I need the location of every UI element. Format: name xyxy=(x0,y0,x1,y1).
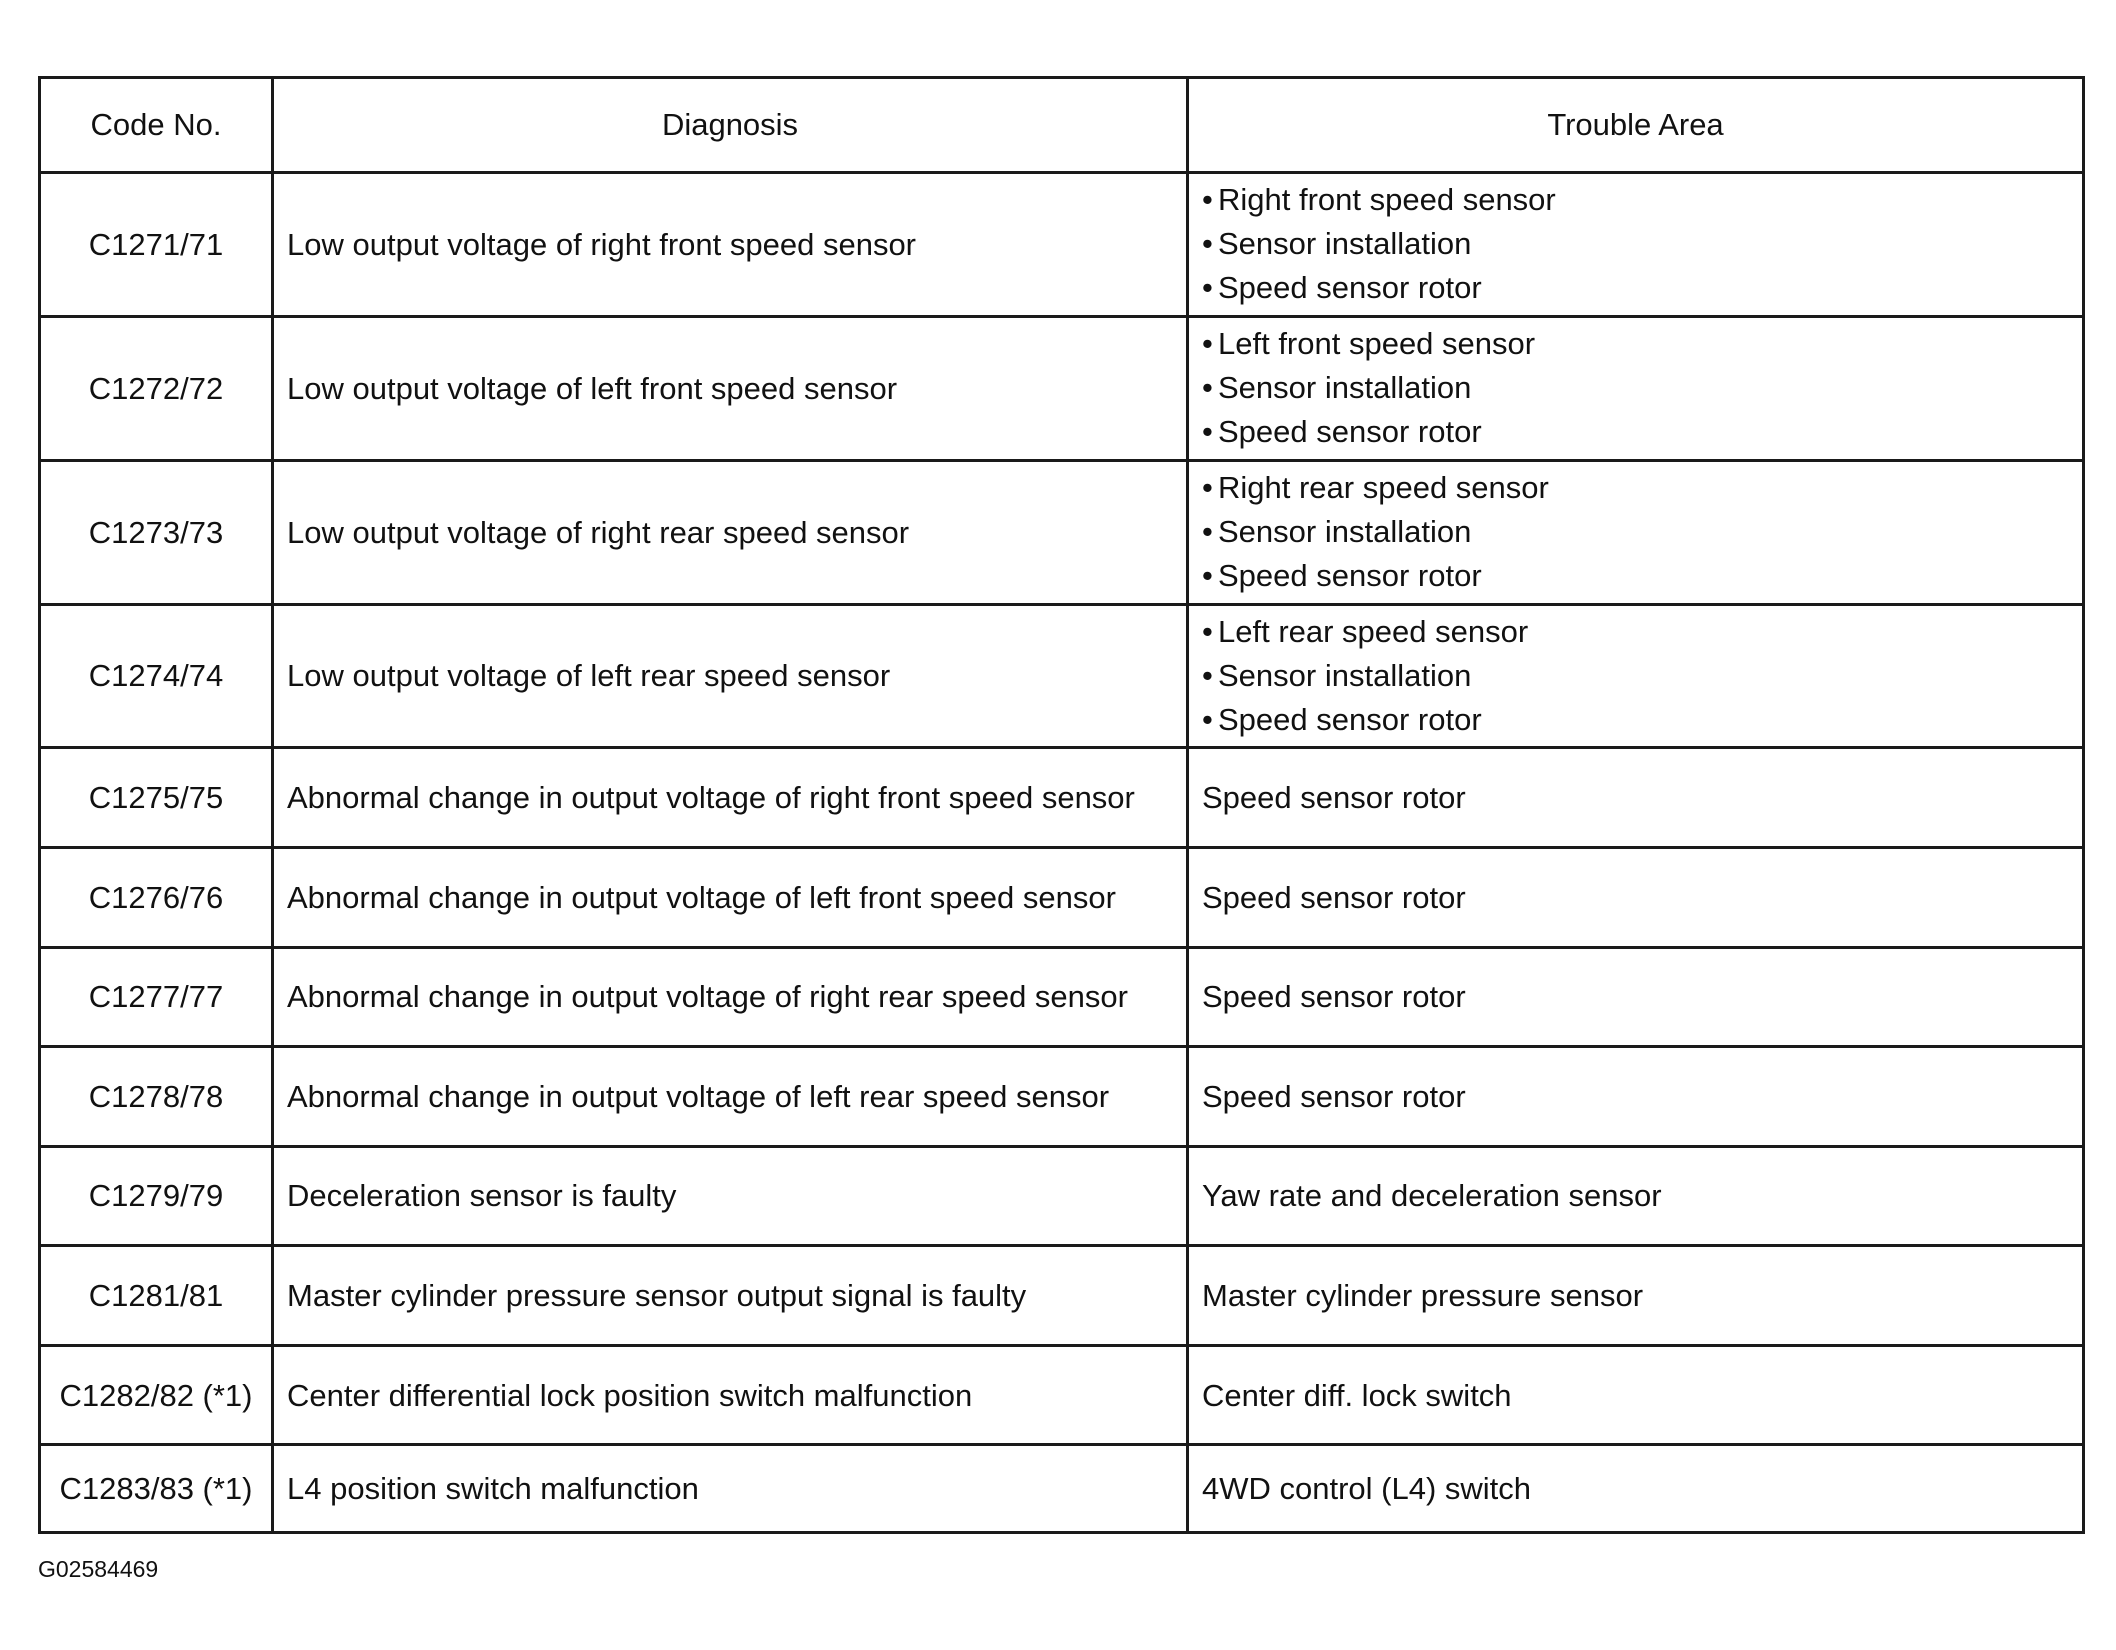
list-item xyxy=(1202,222,2082,266)
trouble-area-list xyxy=(1202,178,2082,310)
diagnosis-cell: Abnormal change in output voltage of right front speed sensor xyxy=(273,748,1188,848)
trouble-area-cell: Speed sensor rotor xyxy=(1188,947,2084,1047)
trouble-area-item: Right front speed sensor xyxy=(1218,182,1556,218)
trouble-area-cell: Speed sensor rotor xyxy=(1188,1047,2084,1147)
code-cell: C1275/75 xyxy=(40,748,273,848)
trouble-area-item: Sensor installation xyxy=(1218,657,1472,693)
bullet-icon: • xyxy=(1202,613,1213,649)
trouble-area-list xyxy=(1202,466,2082,598)
code-cell: C1272/72 xyxy=(40,316,273,460)
trouble-area-cell: Center diff. lock switch xyxy=(1188,1345,2084,1445)
code-cell: C1276/76 xyxy=(40,847,273,947)
code-cell: C1279/79 xyxy=(40,1146,273,1246)
bullet-icon: • xyxy=(1202,270,1213,306)
code-cell: C1273/73 xyxy=(40,460,273,604)
diagnosis-cell: Low output voltage of right rear speed sensor xyxy=(273,460,1188,604)
bullet-icon: • xyxy=(1202,558,1213,594)
table-row xyxy=(40,460,2084,604)
header-diagnosis: Diagnosis xyxy=(273,78,1188,173)
code-cell: C1274/74 xyxy=(40,604,273,748)
code-cell: C1283/83 (*1) xyxy=(40,1445,273,1533)
trouble-area-item: Speed sensor rotor xyxy=(1218,558,1482,594)
table-row xyxy=(40,748,2084,848)
bullet-icon: • xyxy=(1202,514,1213,550)
table-row xyxy=(40,316,2084,460)
code-cell: C1271/71 xyxy=(40,173,273,317)
diagnosis-cell: Low output voltage of left front speed sensor xyxy=(273,316,1188,460)
code-cell: C1277/77 xyxy=(40,947,273,1047)
code-cell: C1281/81 xyxy=(40,1246,273,1346)
bullet-icon: • xyxy=(1202,326,1213,362)
trouble-area-cell: Speed sensor rotor xyxy=(1188,847,2084,947)
table-row xyxy=(40,173,2084,317)
list-item xyxy=(1202,366,2082,410)
code-cell: C1282/82 (*1) xyxy=(40,1345,273,1445)
trouble-area-item: Left rear speed sensor xyxy=(1218,613,1529,649)
list-item xyxy=(1202,410,2082,454)
diagnosis-cell: Center differential lock position switch malfunction xyxy=(273,1345,1188,1445)
diagnosis-cell: Abnormal change in output voltage of right rear speed sensor xyxy=(273,947,1188,1047)
bullet-icon: • xyxy=(1202,657,1213,693)
header-row xyxy=(40,78,2084,173)
trouble-area-item: Speed sensor rotor xyxy=(1218,270,1482,306)
list-item xyxy=(1202,610,2082,654)
trouble-area-item: Left front speed sensor xyxy=(1218,326,1536,362)
trouble-area-list xyxy=(1202,322,2082,454)
table-row xyxy=(40,604,2084,748)
trouble-area-item: Sensor installation xyxy=(1218,370,1472,406)
diagnosis-cell: Abnormal change in output voltage of left front speed sensor xyxy=(273,847,1188,947)
table-row xyxy=(40,947,2084,1047)
bullet-icon: • xyxy=(1202,182,1213,218)
trouble-area-item: Right rear speed sensor xyxy=(1218,470,1549,506)
table-row xyxy=(40,1246,2084,1346)
list-item xyxy=(1202,698,2082,742)
list-item xyxy=(1202,466,2082,510)
table-row xyxy=(40,847,2084,947)
diagnosis-cell: Low output voltage of right front speed sensor xyxy=(273,173,1188,317)
trouble-area-item: Speed sensor rotor xyxy=(1218,414,1482,450)
diagnosis-cell: Low output voltage of left rear speed sensor xyxy=(273,604,1188,748)
table-row xyxy=(40,1047,2084,1147)
bullet-icon: • xyxy=(1202,370,1213,406)
trouble-area-cell xyxy=(1188,604,2084,748)
bullet-icon: • xyxy=(1202,226,1213,262)
code-cell: C1278/78 xyxy=(40,1047,273,1147)
trouble-area-cell: 4WD control (L4) switch xyxy=(1188,1445,2084,1533)
diagnosis-cell: Deceleration sensor is faulty xyxy=(273,1146,1188,1246)
header-code-no: Code No. xyxy=(40,78,273,173)
diagnostic-code-table xyxy=(38,76,2085,1534)
header-trouble-area: Trouble Area xyxy=(1188,78,2084,173)
list-item xyxy=(1202,554,2082,598)
trouble-area-list xyxy=(1202,610,2082,742)
trouble-area-item: Speed sensor rotor xyxy=(1218,701,1482,737)
bullet-icon: • xyxy=(1202,470,1213,506)
list-item xyxy=(1202,654,2082,698)
trouble-area-item: Sensor installation xyxy=(1218,514,1472,550)
list-item xyxy=(1202,266,2082,310)
diagnosis-cell: Abnormal change in output voltage of left rear speed sensor xyxy=(273,1047,1188,1147)
table-row xyxy=(40,1146,2084,1246)
bullet-icon: • xyxy=(1202,414,1213,450)
table-row xyxy=(40,1445,2084,1533)
bullet-icon: • xyxy=(1202,701,1213,737)
list-item xyxy=(1202,510,2082,554)
trouble-area-cell: Speed sensor rotor xyxy=(1188,748,2084,848)
trouble-area-cell: Master cylinder pressure sensor xyxy=(1188,1246,2084,1346)
diagnosis-cell: L4 position switch malfunction xyxy=(273,1445,1188,1533)
trouble-area-cell: Yaw rate and deceleration sensor xyxy=(1188,1146,2084,1246)
diagnosis-cell: Master cylinder pressure sensor output signal is faulty xyxy=(273,1246,1188,1346)
list-item xyxy=(1202,322,2082,366)
trouble-area-cell xyxy=(1188,173,2084,317)
trouble-area-cell xyxy=(1188,460,2084,604)
list-item xyxy=(1202,178,2082,222)
table-row xyxy=(40,1345,2084,1445)
figure-id: G02584469 xyxy=(38,1556,159,1582)
trouble-area-cell xyxy=(1188,316,2084,460)
trouble-area-item: Sensor installation xyxy=(1218,226,1472,262)
